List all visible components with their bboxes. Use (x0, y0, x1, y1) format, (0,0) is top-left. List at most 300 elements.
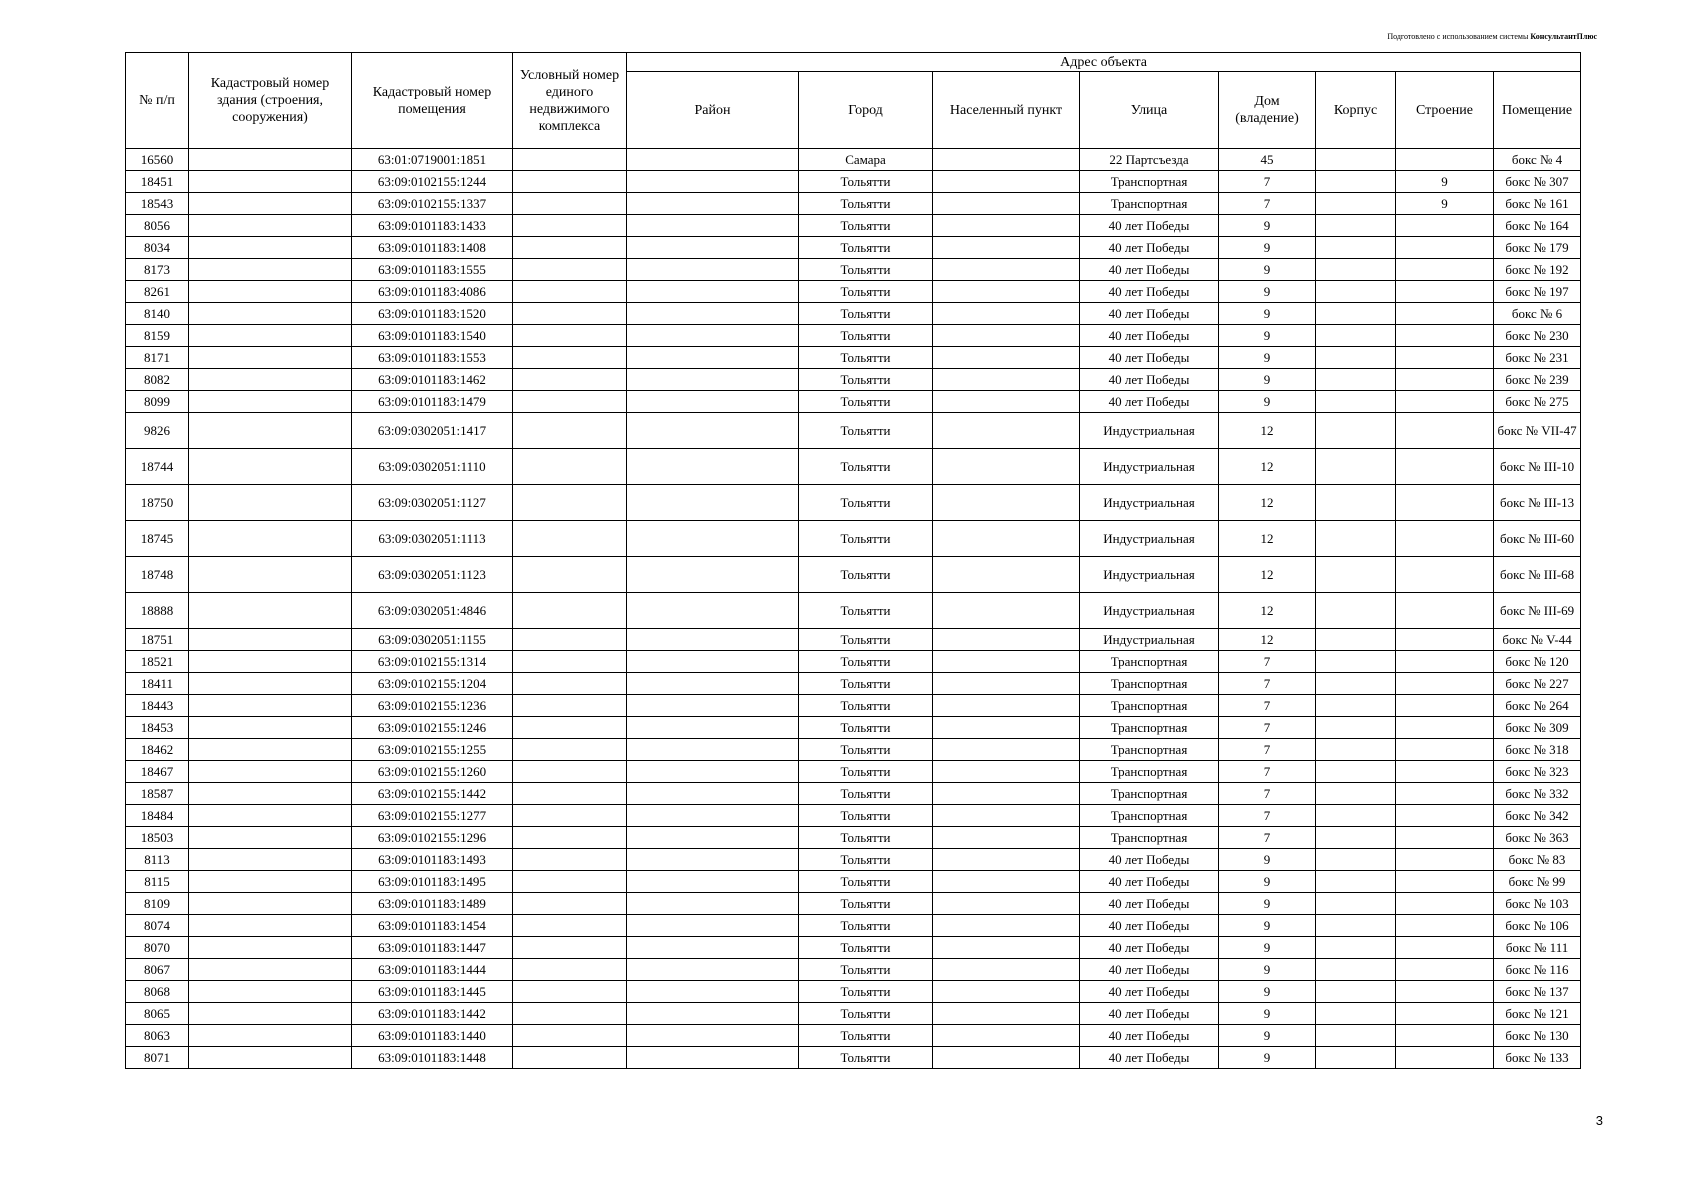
prepared-with-note (1387, 32, 1597, 41)
cell-district (627, 1047, 799, 1069)
table-body (126, 149, 1581, 1069)
cell-premises-cadastral: 63:09:0302051:1123 (352, 557, 513, 593)
cell-stroenie (1396, 485, 1494, 521)
cell-building-cadastral (189, 871, 352, 893)
cell-korpus (1316, 593, 1396, 629)
table-row (126, 193, 1581, 215)
cell-room: бокс № 106 (1494, 915, 1581, 937)
cell-room: бокс № 116 (1494, 959, 1581, 981)
header-settlement: Населенный пункт (933, 72, 1080, 149)
cell-room: бокс № 121 (1494, 1003, 1581, 1025)
cell-city: Тольятти (799, 391, 933, 413)
cell-house: 12 (1219, 557, 1316, 593)
cell-complex-number (513, 805, 627, 827)
cell-settlement (933, 937, 1080, 959)
cell-complex-number (513, 259, 627, 281)
cell-num: 8099 (126, 391, 189, 413)
cell-complex-number (513, 1003, 627, 1025)
cell-settlement (933, 695, 1080, 717)
cell-settlement (933, 485, 1080, 521)
cell-korpus (1316, 849, 1396, 871)
table-row (126, 827, 1581, 849)
cell-building-cadastral (189, 281, 352, 303)
cell-complex-number (513, 915, 627, 937)
cell-city: Тольятти (799, 629, 933, 651)
cell-room: бокс № 103 (1494, 893, 1581, 915)
cell-district (627, 149, 799, 171)
page-number: 3 (1595, 1113, 1603, 1128)
cell-premises-cadastral: 63:09:0102155:1204 (352, 673, 513, 695)
cell-house: 7 (1219, 827, 1316, 849)
cell-korpus (1316, 237, 1396, 259)
cell-stroenie (1396, 629, 1494, 651)
cell-building-cadastral (189, 673, 352, 695)
table-row (126, 557, 1581, 593)
cell-settlement (933, 557, 1080, 593)
cell-district (627, 557, 799, 593)
cell-complex-number (513, 981, 627, 1003)
cell-district (627, 651, 799, 673)
cell-complex-number (513, 959, 627, 981)
cell-korpus (1316, 413, 1396, 449)
cell-korpus (1316, 171, 1396, 193)
cell-num: 18411 (126, 673, 189, 695)
table-row (126, 959, 1581, 981)
cell-korpus (1316, 1025, 1396, 1047)
cell-num: 8173 (126, 259, 189, 281)
cell-stroenie (1396, 849, 1494, 871)
cell-settlement (933, 871, 1080, 893)
cell-premises-cadastral: 63:09:0102155:1246 (352, 717, 513, 739)
cell-settlement (933, 651, 1080, 673)
cell-complex-number (513, 761, 627, 783)
cell-city: Тольятти (799, 981, 933, 1003)
table-row (126, 761, 1581, 783)
cell-premises-cadastral: 63:09:0102155:1260 (352, 761, 513, 783)
cell-building-cadastral (189, 805, 352, 827)
cell-city: Тольятти (799, 303, 933, 325)
cell-premises-cadastral: 63:09:0102155:1236 (352, 695, 513, 717)
table-row (126, 717, 1581, 739)
cell-street: Транспортная (1080, 695, 1219, 717)
cell-district (627, 783, 799, 805)
cell-district (627, 281, 799, 303)
cell-num: 8109 (126, 893, 189, 915)
cell-district (627, 805, 799, 827)
cell-complex-number (513, 827, 627, 849)
cell-house: 9 (1219, 391, 1316, 413)
cell-room: бокс № 342 (1494, 805, 1581, 827)
cell-city: Тольятти (799, 959, 933, 981)
cell-korpus (1316, 783, 1396, 805)
cell-district (627, 629, 799, 651)
cell-city: Тольятти (799, 485, 933, 521)
cell-city: Тольятти (799, 871, 933, 893)
cell-city: Тольятти (799, 521, 933, 557)
cell-city: Тольятти (799, 673, 933, 695)
cell-premises-cadastral: 63:09:0302051:1127 (352, 485, 513, 521)
cell-num: 8065 (126, 1003, 189, 1025)
cell-num: 8159 (126, 325, 189, 347)
cell-stroenie (1396, 761, 1494, 783)
cell-stroenie (1396, 449, 1494, 485)
cell-premises-cadastral: 63:09:0101183:1408 (352, 237, 513, 259)
table-row (126, 981, 1581, 1003)
cell-stroenie (1396, 937, 1494, 959)
table-row (126, 695, 1581, 717)
cell-street: 40 лет Победы (1080, 369, 1219, 391)
cell-stroenie (1396, 651, 1494, 673)
cell-city: Тольятти (799, 369, 933, 391)
cell-street: Индустриальная (1080, 557, 1219, 593)
cell-city: Тольятти (799, 761, 933, 783)
cell-premises-cadastral: 63:09:0102155:1296 (352, 827, 513, 849)
cell-district (627, 673, 799, 695)
cell-stroenie (1396, 281, 1494, 303)
cell-house: 9 (1219, 303, 1316, 325)
cell-district (627, 937, 799, 959)
table-row (126, 171, 1581, 193)
cell-house: 9 (1219, 1003, 1316, 1025)
cell-num: 8074 (126, 915, 189, 937)
cell-stroenie (1396, 871, 1494, 893)
cell-street: 22 Партсъезда (1080, 149, 1219, 171)
cell-street: 40 лет Победы (1080, 259, 1219, 281)
cell-house: 9 (1219, 937, 1316, 959)
cell-num: 8140 (126, 303, 189, 325)
cell-room: бокс № 130 (1494, 1025, 1581, 1047)
cell-premises-cadastral: 63:01:0719001:1851 (352, 149, 513, 171)
cell-room: бокс № 192 (1494, 259, 1581, 281)
cell-room: бокс № 197 (1494, 281, 1581, 303)
cell-korpus (1316, 871, 1396, 893)
cell-stroenie (1396, 783, 1494, 805)
cell-korpus (1316, 761, 1396, 783)
cell-premises-cadastral: 63:09:0302051:1155 (352, 629, 513, 651)
cell-district (627, 449, 799, 485)
cell-complex-number (513, 171, 627, 193)
cell-korpus (1316, 391, 1396, 413)
cell-premises-cadastral: 63:09:0102155:1255 (352, 739, 513, 761)
cell-building-cadastral (189, 593, 352, 629)
cell-city: Тольятти (799, 259, 933, 281)
cell-city: Тольятти (799, 915, 933, 937)
cell-building-cadastral (189, 783, 352, 805)
table-row (126, 413, 1581, 449)
cell-settlement (933, 629, 1080, 651)
cell-house: 12 (1219, 449, 1316, 485)
cell-num: 18467 (126, 761, 189, 783)
cell-premises-cadastral: 63:09:0101183:1493 (352, 849, 513, 871)
cell-building-cadastral (189, 303, 352, 325)
cell-street: 40 лет Победы (1080, 303, 1219, 325)
cell-house: 12 (1219, 413, 1316, 449)
cell-premises-cadastral: 63:09:0101183:1479 (352, 391, 513, 413)
cell-city: Тольятти (799, 215, 933, 237)
cell-district (627, 259, 799, 281)
cell-city: Тольятти (799, 449, 933, 485)
cell-city: Тольятти (799, 1047, 933, 1069)
cell-house: 7 (1219, 717, 1316, 739)
cell-num: 18748 (126, 557, 189, 593)
cell-house: 9 (1219, 325, 1316, 347)
cell-stroenie (1396, 593, 1494, 629)
cell-korpus (1316, 893, 1396, 915)
cell-street: Транспортная (1080, 761, 1219, 783)
cell-settlement (933, 761, 1080, 783)
cell-house: 7 (1219, 739, 1316, 761)
cell-building-cadastral (189, 739, 352, 761)
cell-stroenie (1396, 805, 1494, 827)
cell-room: бокс № 230 (1494, 325, 1581, 347)
cell-settlement (933, 959, 1080, 981)
cell-num: 16560 (126, 149, 189, 171)
table-row (126, 871, 1581, 893)
cell-settlement (933, 915, 1080, 937)
cell-house: 9 (1219, 1047, 1316, 1069)
cell-room: бокс № 164 (1494, 215, 1581, 237)
cell-district (627, 695, 799, 717)
table-row (126, 449, 1581, 485)
cell-complex-number (513, 449, 627, 485)
cell-num: 8067 (126, 959, 189, 981)
cell-street: 40 лет Победы (1080, 959, 1219, 981)
cell-street: Индустриальная (1080, 521, 1219, 557)
cell-num: 8063 (126, 1025, 189, 1047)
cell-settlement (933, 1025, 1080, 1047)
cell-num: 8056 (126, 215, 189, 237)
cell-num: 18587 (126, 783, 189, 805)
cell-premises-cadastral: 63:09:0101183:1445 (352, 981, 513, 1003)
cell-premises-cadastral: 63:09:0102155:1442 (352, 783, 513, 805)
cell-settlement (933, 237, 1080, 259)
cell-district (627, 717, 799, 739)
cell-num: 8071 (126, 1047, 189, 1069)
cell-building-cadastral (189, 1047, 352, 1069)
cell-room: бокс № III-13 (1494, 485, 1581, 521)
cell-complex-number (513, 413, 627, 449)
cell-city: Тольятти (799, 739, 933, 761)
cell-premises-cadastral: 63:09:0101183:1553 (352, 347, 513, 369)
cell-city: Тольятти (799, 893, 933, 915)
cell-premises-cadastral: 63:09:0102155:1244 (352, 171, 513, 193)
cell-house: 9 (1219, 893, 1316, 915)
cell-num: 18745 (126, 521, 189, 557)
table-header (126, 53, 1581, 149)
cell-stroenie (1396, 959, 1494, 981)
cell-settlement (933, 193, 1080, 215)
cell-city: Тольятти (799, 593, 933, 629)
cell-settlement (933, 215, 1080, 237)
cell-street: 40 лет Победы (1080, 1003, 1219, 1025)
cell-house: 7 (1219, 651, 1316, 673)
cell-district (627, 739, 799, 761)
header-korpus: Корпус (1316, 72, 1396, 149)
cell-settlement (933, 849, 1080, 871)
cell-premises-cadastral: 63:09:0101183:1489 (352, 893, 513, 915)
cell-district (627, 237, 799, 259)
cell-settlement (933, 413, 1080, 449)
cell-complex-number (513, 651, 627, 673)
cell-num: 9826 (126, 413, 189, 449)
cell-complex-number (513, 521, 627, 557)
cell-complex-number (513, 893, 627, 915)
table-row (126, 937, 1581, 959)
cell-room: бокс № 239 (1494, 369, 1581, 391)
cell-num: 18750 (126, 485, 189, 521)
cell-korpus (1316, 325, 1396, 347)
cell-street: Транспортная (1080, 805, 1219, 827)
cell-num: 8171 (126, 347, 189, 369)
cell-district (627, 827, 799, 849)
cell-city: Тольятти (799, 695, 933, 717)
cell-street: 40 лет Победы (1080, 391, 1219, 413)
header-district: Район (627, 72, 799, 149)
cell-building-cadastral (189, 325, 352, 347)
cell-house: 7 (1219, 171, 1316, 193)
cell-street: Индустриальная (1080, 593, 1219, 629)
cell-district (627, 325, 799, 347)
cell-city: Тольятти (799, 281, 933, 303)
cell-house: 12 (1219, 485, 1316, 521)
cell-settlement (933, 893, 1080, 915)
cell-room: бокс № 6 (1494, 303, 1581, 325)
note-brand: КонсультантПлюс (1530, 32, 1597, 41)
cell-complex-number (513, 149, 627, 171)
cell-district (627, 849, 799, 871)
cell-stroenie (1396, 893, 1494, 915)
cell-building-cadastral (189, 413, 352, 449)
cell-street: 40 лет Победы (1080, 871, 1219, 893)
cell-complex-number (513, 937, 627, 959)
table-row (126, 629, 1581, 651)
cell-room: бокс № 332 (1494, 783, 1581, 805)
cell-street: Транспортная (1080, 827, 1219, 849)
cell-district (627, 171, 799, 193)
cell-premises-cadastral: 63:09:0101183:1540 (352, 325, 513, 347)
table-row (126, 521, 1581, 557)
cell-settlement (933, 347, 1080, 369)
cell-room: бокс № 99 (1494, 871, 1581, 893)
cell-house: 9 (1219, 959, 1316, 981)
cell-district (627, 1003, 799, 1025)
cell-settlement (933, 391, 1080, 413)
cell-complex-number (513, 325, 627, 347)
table-row (126, 237, 1581, 259)
registry-table (125, 52, 1581, 1069)
cell-settlement (933, 449, 1080, 485)
cell-settlement (933, 1047, 1080, 1069)
table-row (126, 893, 1581, 915)
cell-house: 9 (1219, 981, 1316, 1003)
cell-korpus (1316, 695, 1396, 717)
cell-street: 40 лет Победы (1080, 281, 1219, 303)
cell-house: 9 (1219, 871, 1316, 893)
cell-stroenie (1396, 827, 1494, 849)
cell-settlement (933, 303, 1080, 325)
note-prefix: Подготовлено с использованием системы (1387, 32, 1529, 41)
header-building-cadastral: Кадастровый номер здания (строения, сооружения) (189, 53, 352, 149)
cell-korpus (1316, 347, 1396, 369)
cell-room: бокс № 231 (1494, 347, 1581, 369)
table-row (126, 391, 1581, 413)
cell-num: 18543 (126, 193, 189, 215)
cell-korpus (1316, 259, 1396, 281)
cell-settlement (933, 981, 1080, 1003)
cell-house: 9 (1219, 849, 1316, 871)
cell-settlement (933, 717, 1080, 739)
cell-complex-number (513, 303, 627, 325)
cell-stroenie (1396, 215, 1494, 237)
cell-room: бокс № 318 (1494, 739, 1581, 761)
cell-num: 8115 (126, 871, 189, 893)
cell-complex-number (513, 281, 627, 303)
cell-city: Тольятти (799, 193, 933, 215)
header-address: Адрес объекта (627, 53, 1581, 72)
cell-city: Тольятти (799, 827, 933, 849)
cell-street: Индустриальная (1080, 413, 1219, 449)
cell-city: Тольятти (799, 937, 933, 959)
cell-stroenie (1396, 673, 1494, 695)
cell-settlement (933, 259, 1080, 281)
cell-room: бокс № 120 (1494, 651, 1581, 673)
cell-stroenie (1396, 259, 1494, 281)
cell-room: бокс № 309 (1494, 717, 1581, 739)
cell-num: 8070 (126, 937, 189, 959)
cell-stroenie: 9 (1396, 171, 1494, 193)
cell-house: 9 (1219, 215, 1316, 237)
table-row (126, 805, 1581, 827)
cell-stroenie (1396, 1025, 1494, 1047)
cell-street: 40 лет Победы (1080, 1047, 1219, 1069)
cell-building-cadastral (189, 369, 352, 391)
cell-street: Индустриальная (1080, 629, 1219, 651)
cell-premises-cadastral: 63:09:0101183:1555 (352, 259, 513, 281)
header-house: Дом (владение) (1219, 72, 1316, 149)
cell-korpus (1316, 739, 1396, 761)
cell-korpus (1316, 1003, 1396, 1025)
cell-building-cadastral (189, 959, 352, 981)
cell-num: 18443 (126, 695, 189, 717)
cell-stroenie (1396, 1003, 1494, 1025)
table-row (126, 783, 1581, 805)
header-city: Город (799, 72, 933, 149)
cell-city: Тольятти (799, 1025, 933, 1047)
cell-house: 7 (1219, 761, 1316, 783)
cell-house: 9 (1219, 915, 1316, 937)
cell-stroenie (1396, 325, 1494, 347)
cell-district (627, 521, 799, 557)
cell-building-cadastral (189, 171, 352, 193)
cell-korpus (1316, 149, 1396, 171)
cell-building-cadastral (189, 259, 352, 281)
table-row (126, 673, 1581, 695)
cell-district (627, 391, 799, 413)
cell-stroenie (1396, 521, 1494, 557)
cell-settlement (933, 369, 1080, 391)
cell-city: Тольятти (799, 347, 933, 369)
cell-district (627, 981, 799, 1003)
cell-house: 9 (1219, 369, 1316, 391)
cell-complex-number (513, 237, 627, 259)
cell-num: 18888 (126, 593, 189, 629)
cell-stroenie (1396, 981, 1494, 1003)
cell-street: 40 лет Победы (1080, 981, 1219, 1003)
cell-num: 18462 (126, 739, 189, 761)
cell-room: бокс № 363 (1494, 827, 1581, 849)
cell-street: Транспортная (1080, 171, 1219, 193)
cell-premises-cadastral: 63:09:0102155:1337 (352, 193, 513, 215)
